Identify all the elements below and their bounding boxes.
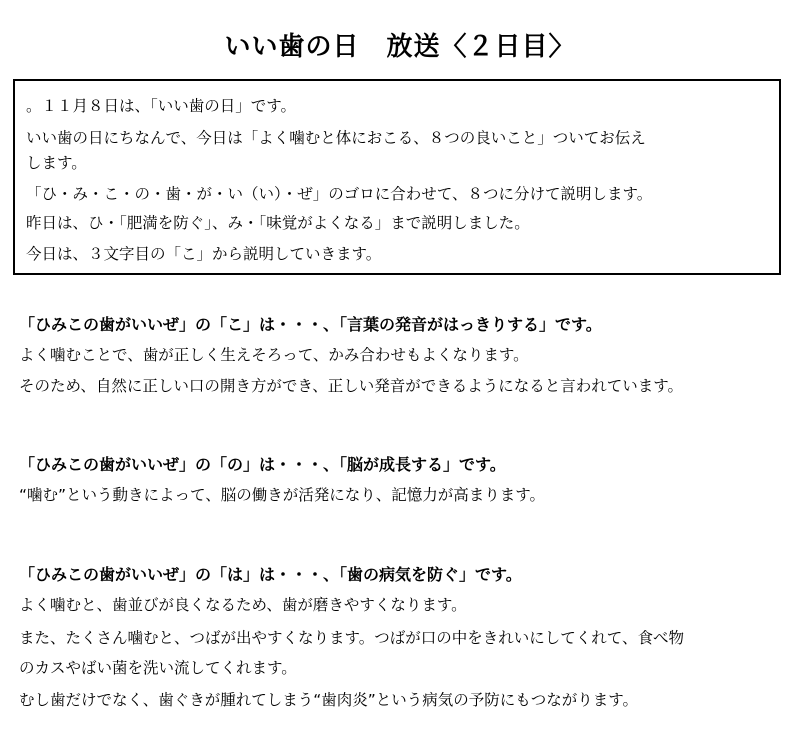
section-heading: 「ひみこの歯がいいぜ」の「は」は・・・、「歯の病気を防ぐ」です。 xyxy=(19,565,522,584)
section-text: よく噛むことで、歯が正しく生えそろって、かみ合わせもよくなります。 xyxy=(19,346,529,364)
section-text: また、たくさん噛むと、つばが出やすくなります。つばが口の中をきれいにしてくれて、食べ物 xyxy=(19,629,684,647)
intro-line: いい歯の日にちなんで、今日は「よく噛むと体におこる、８つの良いこと」ついてお伝え xyxy=(26,129,646,147)
section-text: のカスやばい菌を洗い流してくれます。 xyxy=(19,659,297,677)
intro-line: 。１１月８日は、「いい歯の日」です。 xyxy=(26,97,297,115)
intro-line: します。 xyxy=(26,154,87,172)
section-text: そのため、自然に正しい口の開き方ができ、正しい発音ができるようになると言われています。 xyxy=(19,377,684,395)
section-text: よく噛むと、歯並びが良くなるため、歯が磨きやすくなります。 xyxy=(19,596,467,614)
page-title: いい歯の日 放送〈２日目〉 xyxy=(224,32,576,62)
intro-box xyxy=(13,79,781,275)
section-text: “噛む”という動きによって、脳の働きが活発になり、記憶力が高まります。 xyxy=(19,486,546,504)
section-text: むし歯だけでなく、歯ぐきが腫れてしまう“歯肉炎”という病気の予防にもつながります。 xyxy=(19,691,639,709)
section-heading: 「ひみこの歯がいいぜ」の「こ」は・・・、「言葉の発音がはっきりする」です。 xyxy=(19,315,602,334)
intro-line: 今日は、３文字目の「こ」から説明していきます。 xyxy=(26,245,382,263)
intro-line: 昨日は、ひ・「肥満を防ぐ」、み・「味覚がよくなる」まで説明しました。 xyxy=(26,214,530,232)
intro-line: 「ひ・み・こ・の・歯・が・い（い）・ぜ」のゴロに合わせて、８つに分けて説明します。 xyxy=(26,185,653,203)
section-heading: 「ひみこの歯がいいぜ」の「の」は・・・、「脳が成長する」です。 xyxy=(19,455,506,474)
